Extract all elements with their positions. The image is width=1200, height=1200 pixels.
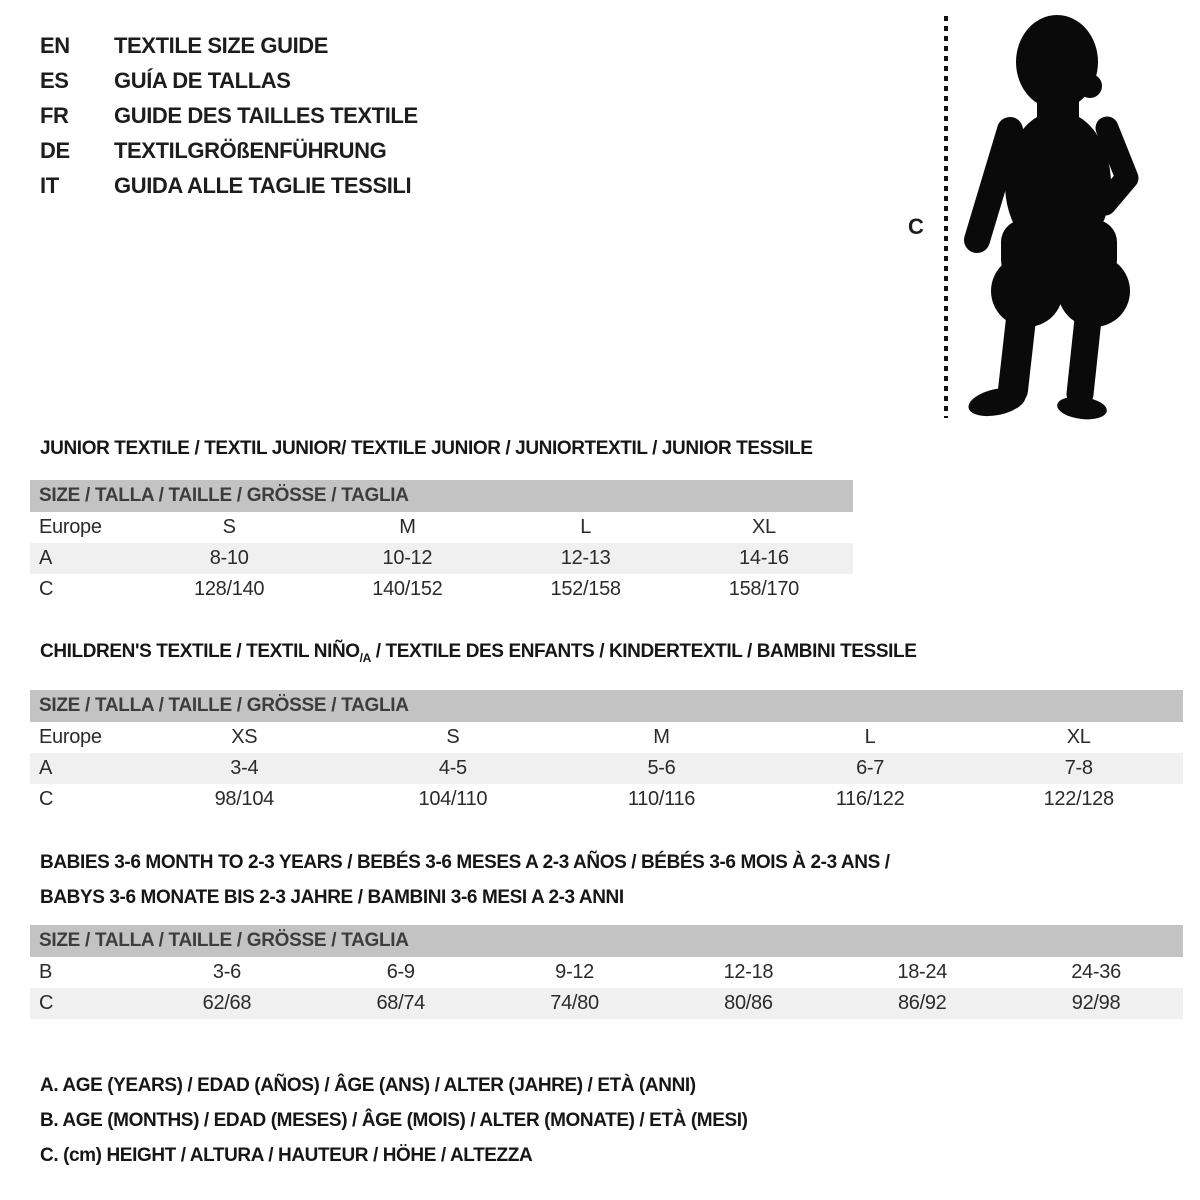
- table-row: [30, 988, 1183, 1019]
- table-cell: 5-6: [647, 757, 676, 779]
- language-title: GUÍA DE TALLAS: [114, 67, 291, 93]
- table-row: [30, 753, 1183, 784]
- table-cell: S: [446, 726, 460, 748]
- table-cell: 116/122: [835, 788, 905, 810]
- table-cell: 12-18: [723, 961, 774, 983]
- table-cell: 110/116: [627, 788, 696, 810]
- measure-legend: [40, 1068, 748, 1173]
- table-cell: 158/170: [728, 578, 799, 600]
- table-row: [30, 722, 1183, 753]
- junior-size-table: [30, 480, 853, 605]
- table-cell: 4-5: [438, 757, 467, 779]
- language-title: GUIDE DES TAILLES TEXTILE: [114, 102, 418, 128]
- children-size-table: [30, 690, 1183, 815]
- children-title-post: / TEXTILE DES ENFANTS / KINDERTEXTIL / BAMBINI TESSILE: [370, 641, 917, 662]
- language-code: IT: [40, 172, 59, 198]
- legend-line-b: B. AGE (MONTHS) / EDAD (MESES) / ÂGE (MOIS) / ALTER (MONATE) / ETÀ (MESI): [40, 1110, 748, 1131]
- babies-title-line2: BABYS 3-6 MONATE BIS 2-3 JAHRE / BAMBINI 3-6 MESI A 2-3 ANNI: [40, 887, 624, 908]
- row-label: A: [39, 547, 53, 569]
- table-cell: 122/128: [1043, 788, 1114, 810]
- row-label: C: [39, 788, 54, 810]
- legend-line-c: C. (cm) HEIGHT / ALTURA / HAUTEUR / HÖHE / ALTEZZA: [40, 1145, 533, 1166]
- table-cell: 6-9: [386, 961, 415, 983]
- table-cell: 92/98: [1071, 992, 1121, 1014]
- row-label: Europe: [39, 726, 102, 748]
- table-row: [30, 574, 853, 605]
- table-row: [30, 784, 1183, 815]
- language-row-en: [40, 28, 418, 63]
- height-measure-dashed-line: [944, 16, 948, 418]
- table-cell: 24-36: [1071, 961, 1121, 983]
- table-cell: 104/110: [418, 788, 488, 810]
- table-cell: XS: [231, 726, 258, 748]
- table-cell: 3-6: [212, 961, 241, 983]
- babies-size-header: SIZE / TALLA / TAILLE / GRÖSSE / TAGLIA: [30, 925, 1183, 957]
- table-cell: XL: [1066, 726, 1091, 748]
- row-label: C: [39, 578, 54, 600]
- language-title: GUIDA ALLE TAGLIE TESSILI: [114, 172, 412, 198]
- children-size-header: SIZE / TALLA / TAILLE / GRÖSSE / TAGLIA: [30, 690, 1183, 722]
- language-title-block: [40, 28, 418, 203]
- babies-title-line1: BABIES 3-6 MONTH TO 2-3 YEARS / BEBÉS 3-6 MESES A 2-3 AÑOS / BÉBÉS 3-6 MOIS À 2-3 ANS /: [40, 852, 890, 873]
- table-row: [30, 543, 853, 574]
- legend-line-a: A. AGE (YEARS) / EDAD (AÑOS) / ÂGE (ANS) / ALTER (JAHRE) / ETÀ (ANNI): [40, 1075, 696, 1096]
- height-measure-label: C: [908, 214, 924, 239]
- babies-section-title: [40, 845, 890, 915]
- table-cell: 68/74: [376, 992, 426, 1014]
- table-cell: M: [653, 726, 670, 748]
- table-row: [30, 957, 1183, 988]
- table-cell: 14-16: [739, 547, 789, 569]
- language-row-de: [40, 133, 418, 168]
- table-cell: 10-12: [382, 547, 433, 569]
- language-title: TEXTILGRÖßENFÜHRUNG: [114, 137, 387, 163]
- table-cell: 6-7: [856, 757, 885, 779]
- table-cell: M: [399, 516, 416, 538]
- table-cell: 128/140: [194, 578, 265, 600]
- language-code: DE: [40, 137, 70, 163]
- language-title: TEXTILE SIZE GUIDE: [114, 32, 329, 58]
- language-row-it: [40, 168, 418, 203]
- table-cell: 80/86: [724, 992, 773, 1014]
- junior-size-header: SIZE / TALLA / TAILLE / GRÖSSE / TAGLIA: [30, 480, 853, 512]
- table-cell: 9-12: [555, 961, 594, 983]
- table-cell: 12-13: [560, 547, 611, 569]
- table-cell: 18-24: [897, 961, 948, 983]
- row-label: C: [39, 992, 54, 1014]
- table-cell: 74/80: [550, 992, 599, 1014]
- row-label: A: [39, 757, 53, 779]
- row-label: Europe: [39, 516, 102, 538]
- language-code: ES: [40, 67, 69, 93]
- table-cell: XL: [751, 516, 776, 538]
- children-title-subscript: /A: [359, 650, 371, 665]
- language-row-es: [40, 63, 418, 98]
- row-label: B: [39, 961, 53, 983]
- table-cell: S: [222, 516, 236, 538]
- children-title-pre: CHILDREN'S TEXTILE / TEXTIL NIÑO: [40, 641, 360, 662]
- table-cell: 140/152: [372, 578, 443, 600]
- toddler-silhouette-icon: [958, 12, 1143, 420]
- table-cell: 86/92: [897, 992, 947, 1014]
- babies-size-table: [30, 925, 1183, 1019]
- children-section-title: [40, 641, 916, 665]
- table-cell: 152/158: [550, 578, 621, 600]
- table-row: [30, 512, 853, 543]
- junior-section-title: JUNIOR TEXTILE / TEXTIL JUNIOR/ TEXTILE JUNIOR / JUNIORTEXTIL / JUNIOR TESSILE: [40, 438, 813, 459]
- table-cell: 62/68: [202, 992, 252, 1014]
- table-cell: 98/104: [214, 788, 274, 810]
- language-row-fr: [40, 98, 418, 133]
- table-cell: 8-10: [209, 547, 249, 569]
- table-cell: 7-8: [1064, 757, 1093, 779]
- language-code: FR: [40, 102, 69, 128]
- table-cell: L: [580, 516, 592, 538]
- table-cell: 3-4: [230, 757, 259, 779]
- language-code: EN: [40, 32, 70, 58]
- table-cell: L: [864, 726, 876, 748]
